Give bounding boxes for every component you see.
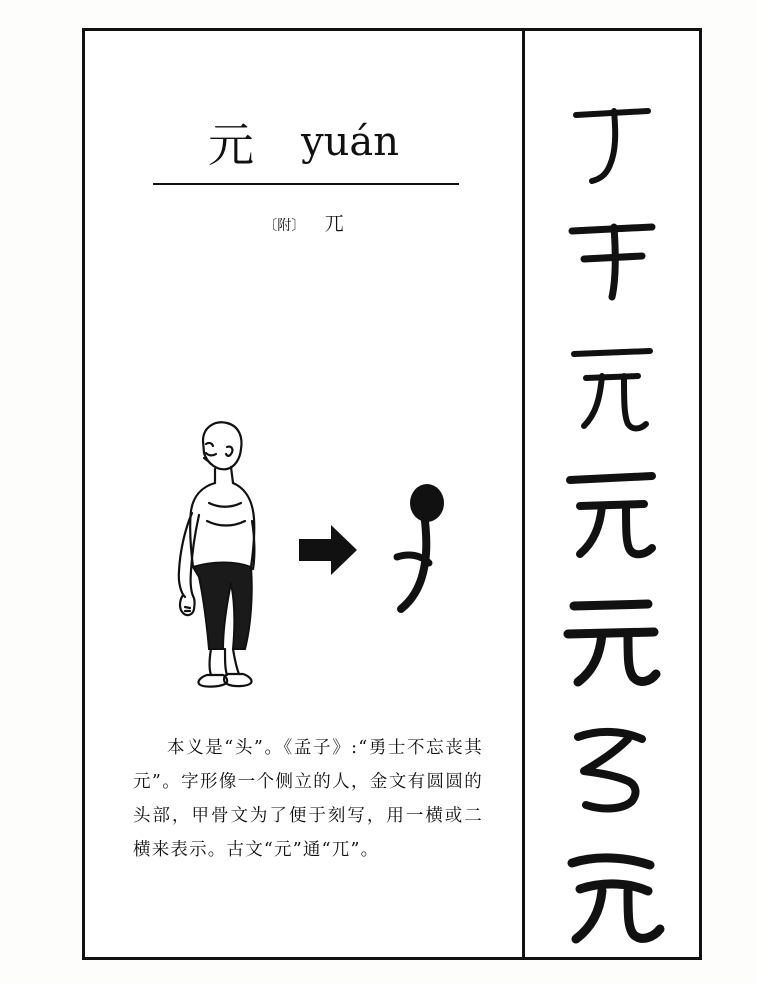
variant-note-bracket: 〔附〕 <box>263 218 306 234</box>
script-glyph-4 <box>525 31 526 32</box>
script-glyph-3 <box>525 31 526 32</box>
script-glyph-5 <box>525 31 526 32</box>
script-glyph-7 <box>525 31 526 32</box>
script-item-seal <box>558 338 666 438</box>
variant-character: 兀 <box>324 213 344 235</box>
variant-note-row <box>85 209 522 236</box>
script-glyph-2 <box>525 31 526 32</box>
standing-man-drawing <box>165 411 285 691</box>
entry-frame <box>82 28 702 960</box>
script-item-oracle-bone <box>558 89 666 187</box>
script-glyph-1 <box>525 31 526 32</box>
script-glyph-6 <box>525 31 526 32</box>
right-arrow-icon <box>297 523 359 577</box>
headword-character: 元 <box>207 118 256 172</box>
script-item-cursive <box>556 845 668 949</box>
script-item-running <box>558 719 666 819</box>
headword-row <box>85 109 522 175</box>
header-divider <box>153 183 459 185</box>
script-list <box>525 89 699 949</box>
script-item-bronze <box>558 213 666 311</box>
script-evolution-column <box>525 31 699 957</box>
script-item-clerical <box>556 464 668 564</box>
headword-pinyin: yuán <box>301 119 400 165</box>
oracle-bone-glyph-yuan <box>375 481 475 631</box>
script-item-regular <box>556 590 668 692</box>
main-column <box>85 31 525 957</box>
explanation-text: 本义是“头”。《孟子》:“勇士不忘丧其元”。字形像一个侧立的人，金文有圆圆的头部，甲骨文为了便于刻写，用一横或二横来表示。古文“元”通“兀”。 <box>133 738 483 860</box>
illustration-area <box>85 391 522 701</box>
